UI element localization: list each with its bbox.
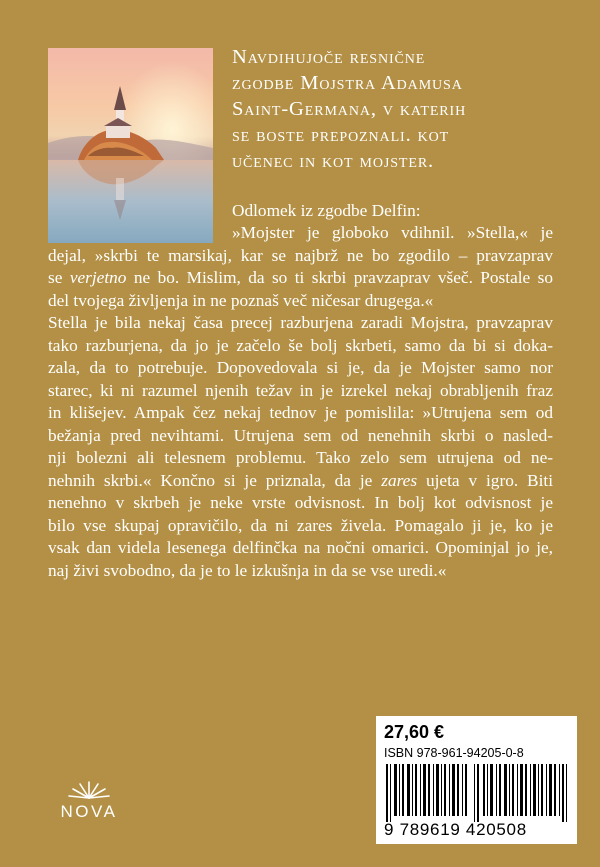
excerpt-line	[48, 267, 553, 290]
lake-bled-church-illustration	[48, 48, 213, 243]
excerpt-line: tako razburjena, da jo je začelo še bolj skrbeti, samo da bi si doka-	[48, 335, 553, 355]
headline-line: se boste prepoznali. kot	[232, 124, 450, 146]
barcode-bars	[386, 764, 569, 822]
headline	[232, 44, 572, 174]
text-run: ujeta v igro. Biti	[417, 470, 553, 490]
excerpt-line: naj živi svobodno, da je to le izkušnja in da se vse uredi.«	[48, 560, 447, 580]
headline-line: Saint-Germana, v katerih	[232, 98, 467, 120]
emphasis-run: zares	[381, 470, 418, 490]
excerpt-line: nji bolezni ali telesnem problemu. Tako zelo sem utrujena od ne-	[48, 448, 553, 467]
text-run: ne bo. Mislim, da so ti skrbi pravzaprav všeč. Postale so	[126, 268, 553, 287]
excerpt-line: starec, ki ni razumel njenih težav in je izrekel nekaj obrabljenih fraz	[48, 380, 553, 400]
excerpt-line: bilo vse skupaj opravičilo, da ni zares živela. Pomagalo ji je, ko je	[48, 515, 553, 535]
excerpt-line: zala, da to potrebuje. Dopovedovala si je, da je Mojster samo nor	[48, 358, 553, 377]
headline-line: Navdihujoče resnične	[232, 46, 426, 68]
excerpt-line	[48, 470, 553, 493]
isbn-label: ISBN 978-961-94205-0-8	[384, 746, 524, 760]
excerpt-line: del tvojega življenja in ne poznaš več ničesar drugega.«	[48, 290, 434, 310]
cover-photo	[48, 48, 213, 243]
excerpt-line: nenehno v skrbeh je neke vrste odvisnost. In bolj kot odvisnost je	[48, 493, 553, 512]
barcode-digits: 9 789619 420508	[384, 820, 527, 839]
excerpt-line: vsak dan videla lesenega delfinčka na nočni omarici. Opominjal jo je,	[48, 538, 553, 557]
excerpt-line: bežanja pred nevihtami. Utrujena sem od nenehnih skrbi o nasled-	[48, 425, 553, 445]
sunburst-icon	[66, 778, 112, 800]
text-run: nehnih skrbi.« Končno si je priznala, da je	[48, 470, 382, 490]
publisher-logo	[46, 778, 132, 848]
excerpt-line: dejal, »skrbi te marsikaj, kar se najbrž ne bo zgodilo – pravzaprav	[48, 245, 553, 265]
headline-line: učenec in kot mojster.	[232, 150, 435, 172]
price-label: 27,60 €	[384, 722, 445, 742]
headline-line: zgodbe Mojstra Adamusa	[232, 72, 463, 94]
excerpt-body	[48, 222, 553, 582]
barcode-box	[376, 716, 577, 844]
text-run: se	[48, 268, 70, 287]
excerpt-line: Stella je bila nekaj časa precej razburjena zaradi Mojstra, pravzaprav	[48, 313, 553, 332]
excerpt-label: Odlomek iz zgodbe Delfin:	[232, 201, 421, 220]
excerpt-line: in klišejev. Ampak čez nekaj tednov je pomislila: »Utrujena sem od	[48, 403, 553, 422]
excerpt-line: »Mojster je globoko vdihnil. »Stella,« je	[232, 223, 553, 242]
logo-text: NOVA	[60, 802, 118, 821]
emphasis-run: verjetno	[69, 268, 127, 287]
